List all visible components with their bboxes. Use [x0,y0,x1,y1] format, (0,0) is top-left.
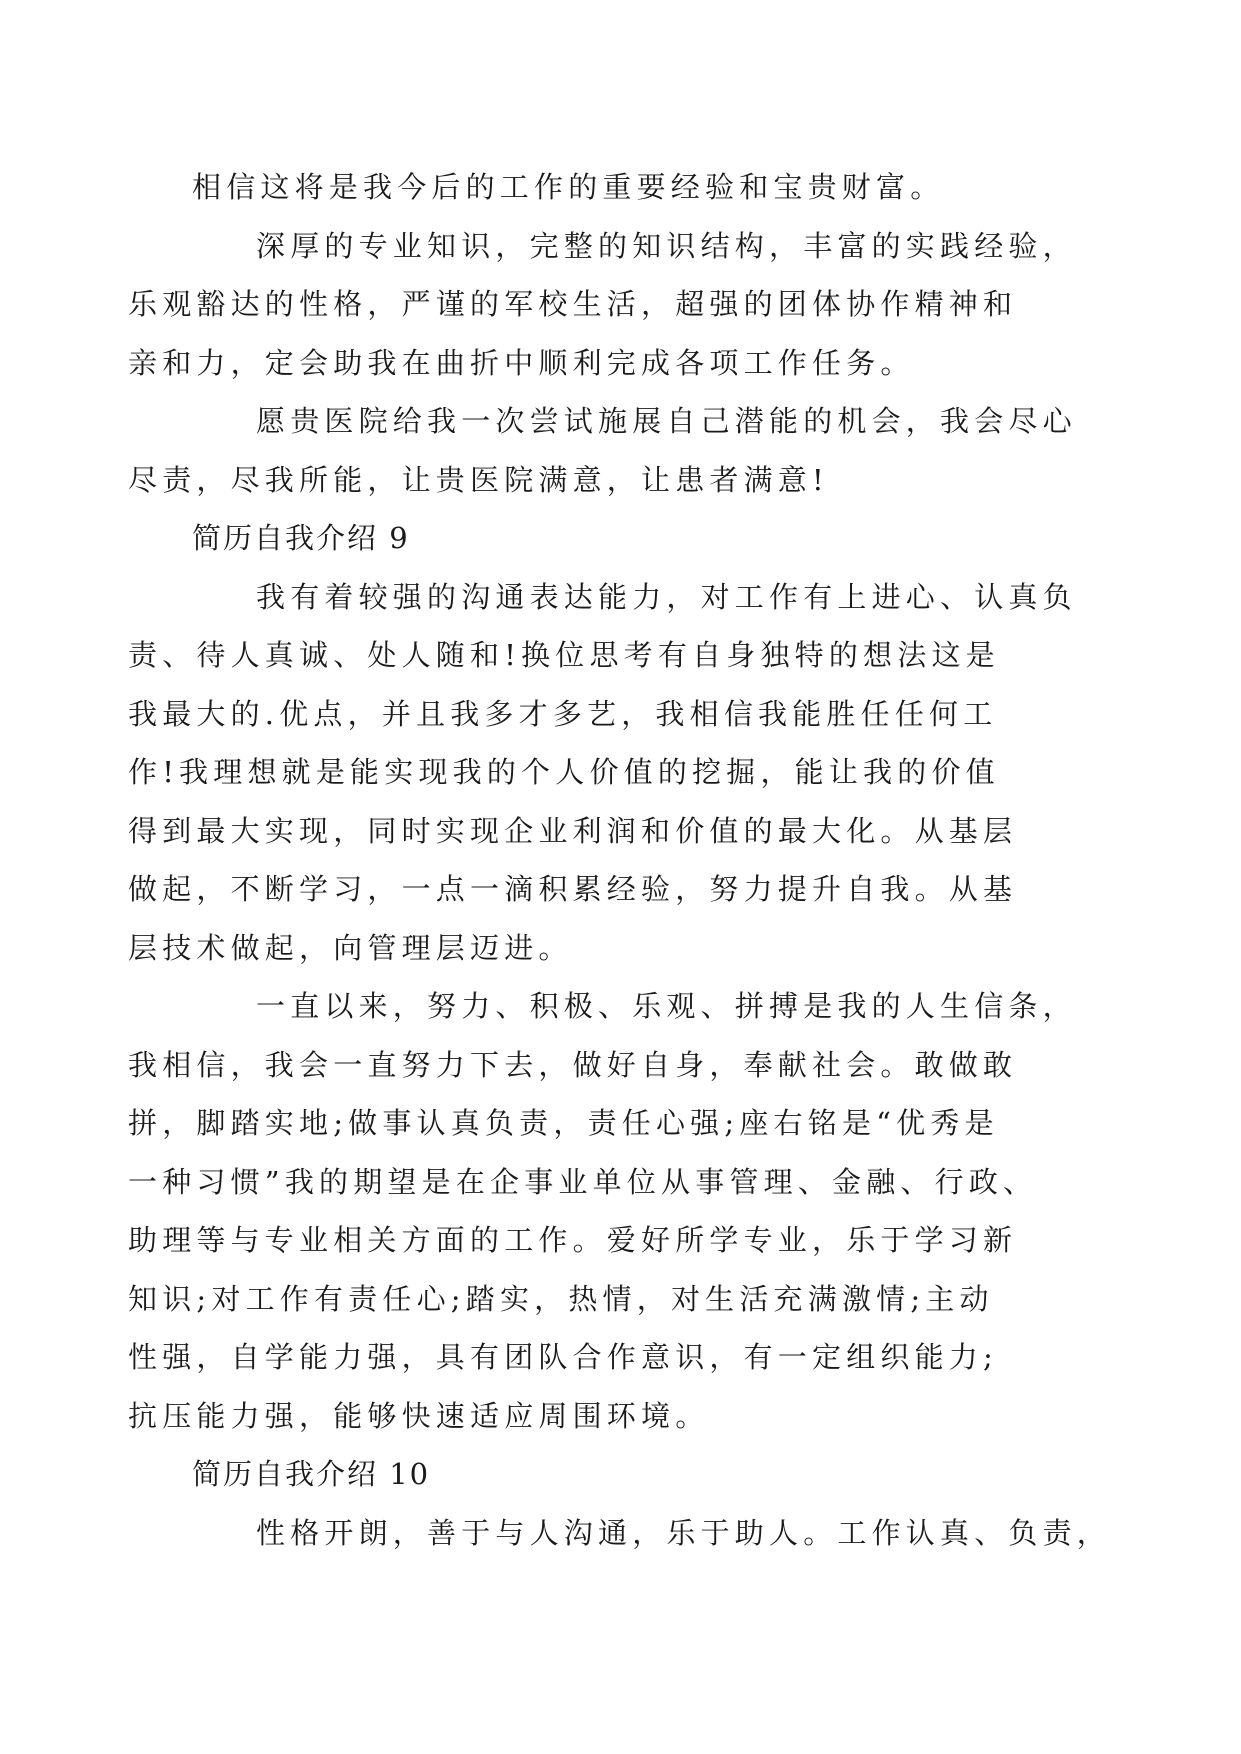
text-line: 责、待人真诚、处人随和!换位思考有自身独特的想法这是 [128,638,1000,672]
paragraph-wish [128,392,1077,509]
text-line: 愿贵医院给我一次尝试施展自己潜能的机会，我会尽心 [256,404,1077,438]
text-line: 拼，脚踏实地;做事认真负责，责任心强;座右铭是“优秀是 [128,1106,999,1140]
paragraph-strengths [128,217,1077,393]
text-line: 我有着较强的沟通表达能力，对工作有上进心、认真负 [256,579,1077,614]
text-line: 抗压能力强，能够快速适应周围环境。 [128,1398,710,1433]
text-line: 层技术做起，向管理层迈进。 [128,930,573,965]
text-line: 知识;对工作有责任心;踏实，热情，对生活充满激情;主动 [128,1281,994,1316]
text-line: 作!我理想就是能实现我的个人价值的挖掘，能让我的价值 [128,755,1000,789]
document-body [128,158,1112,1562]
text-line: 做起，不断学习，一点一滴积累经验，努力提升自我。从基 [128,872,1018,906]
text-line: 深厚的专业知识，完整的知识结构，丰富的实践经验， [256,228,1077,263]
text-line: 一种习惯”我的期望是在企事业单位从事管理、金融、行政、 [128,1164,1038,1199]
heading-text: 简历自我介绍 10 [192,1457,431,1491]
text-line: 乐观豁达的性格，严谨的军校生活，超强的团体协作精神和 [128,287,1018,321]
paragraph-communication [128,568,1077,978]
text-line: 得到最大实现，同时实现企业利润和价值的最大化。从基层 [128,813,1018,848]
text-line: 尽责，尽我所能，让贵医院满意，让患者满意! [128,462,829,497]
section-heading-9 [192,509,1072,568]
text-line: 助理等与专业相关方面的工作。爱好所学专业，乐于学习新 [128,1223,1018,1257]
paragraph-closing-sentence [192,158,1072,217]
text-line: 我最大的.优点，并且我多才多艺，我相信我能胜任任何工 [128,696,998,731]
text-line: 性强，自学能力强，具有团队合作意识，有一定组织能力; [128,1340,998,1374]
text-line: 亲和力，定会助我在曲折中顺利完成各项工作任务。 [128,345,915,380]
paragraph-personality [192,1504,1112,1563]
text-line: 我相信，我会一直努力下去，做好自身，奉献社会。敢做敢 [128,1047,1018,1082]
paragraph-motto [128,977,1077,1445]
section-heading-10 [192,1445,1072,1504]
text-line: 性格开朗，善于与人沟通，乐于助人。工作认真、负责， [256,1515,1112,1550]
text-line: 相信这将是我今后的工作的重要经验和宝贵财富。 [192,170,945,204]
text-line: 一直以来，努力、积极、乐观、拼搏是我的人生信条， [256,989,1077,1023]
heading-text: 简历自我介绍 9 [192,521,410,555]
